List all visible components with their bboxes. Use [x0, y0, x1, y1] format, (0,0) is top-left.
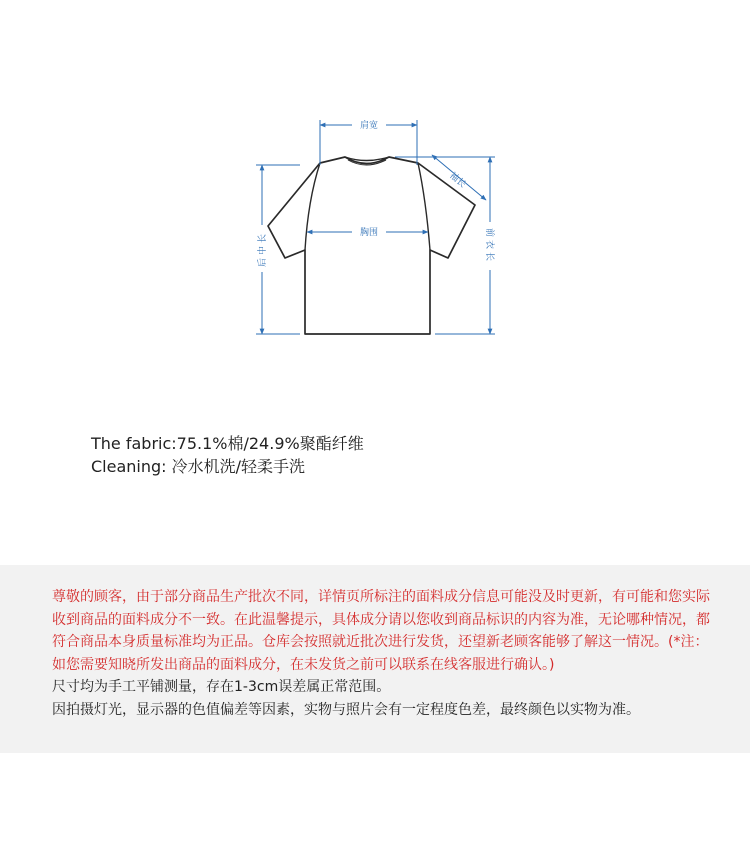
tshirt-outline [268, 157, 475, 334]
fabric-disclaimer: 尊敬的顾客，由于部分商品生产批次不同，详情页所标注的面料成分信息可能没及时更新，有可能和您实际收到商品的面料成分不一致。在此温馨提示，具体成分请以您收到商品标识的内容为准，无论哪种情况，都符合商品本身质量标准均为正品。仓库会按照就近批次进行发货，还望新老顾客能够了解这一情况。(*注：如您需要知晓所发出商品的面料成分，在未发货之前可以联系在线客服进行确认。) [52, 589, 710, 673]
notice-body [52, 586, 712, 721]
fabric-composition: The fabric:75.1%棉/24.9%聚酯纤维 [91, 434, 364, 453]
tshirt-size-diagram [0, 0, 750, 400]
back-length-label: 后中长 [258, 230, 268, 268]
left-armhole [305, 163, 320, 250]
shoulder-width-label: 肩宽 [359, 121, 379, 131]
right-armhole [418, 163, 430, 250]
notice-panel [0, 565, 750, 753]
front-length-label: 前衣长 [484, 227, 494, 265]
chest-label: 胸围 [359, 228, 379, 238]
fabric-specs [91, 432, 364, 478]
sleeve-length-label: 袖长 [447, 170, 468, 191]
measurement-note: 尺寸均为手工平铺测量，存在1-3cm误差属正常范围。 [52, 679, 391, 695]
cleaning-instructions: Cleaning: 冷水机洗/轻柔手洗 [91, 457, 306, 476]
color-difference-note: 因拍摄灯光，显示器的色值偏差等因素，实物与照片会有一定程度色差，最终颜色以实物为准。 [52, 701, 640, 718]
